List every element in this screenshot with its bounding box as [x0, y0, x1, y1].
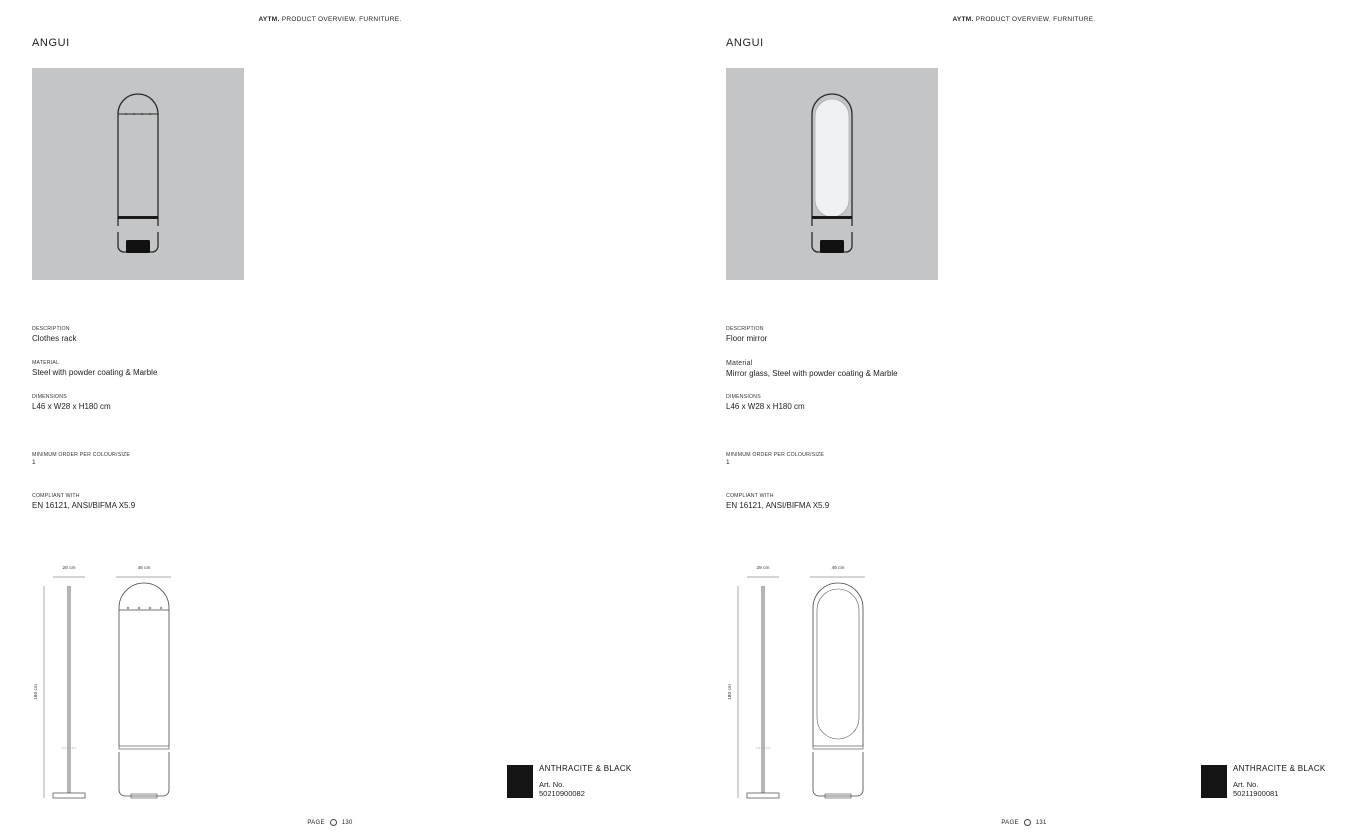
minimum-order-value: 1: [726, 459, 730, 466]
material-block: [32, 360, 157, 378]
clothes-rack-drawing-icon: [28, 560, 188, 805]
length-dimension-label: 46 cm: [831, 566, 845, 571]
product-title: ANGUI: [726, 37, 764, 49]
height-dimension-label: 180 cm: [34, 684, 39, 700]
compliant-label: COMPLIANT WITH: [32, 493, 80, 499]
dimensions-value: L46 x W28 x H180 cm: [32, 402, 111, 411]
minimum-order-label: MINIMUM ORDER PER COLOUR/SIZE: [726, 452, 825, 458]
minimum-order-label: MINIMUM ORDER PER COLOUR/SIZE: [32, 452, 131, 458]
header-text: PRODUCT OVERVIEW. FURNITURE.: [973, 16, 1096, 23]
colour-swatch: [1201, 765, 1227, 798]
compliant-block: [726, 493, 829, 511]
compliant-label: COMPLIANT WITH: [726, 493, 774, 499]
description-value: Clothes rack: [32, 334, 77, 343]
description-value: Floor mirror: [726, 334, 768, 343]
width-dimension-label: 28 cm: [62, 566, 76, 571]
header-text: PRODUCT OVERVIEW. FURNITURE.: [279, 16, 402, 23]
length-dimension-label: 46 cm: [137, 566, 151, 571]
dimensions-label: DIMENSIONS: [726, 394, 761, 400]
catalog-page-131: [694, 0, 1356, 839]
clothes-rack-photo-icon: [32, 68, 244, 280]
material-label: Material: [726, 360, 753, 367]
page-label: PAGE: [1001, 820, 1019, 826]
page-number: 130: [341, 820, 353, 826]
article-number: 50210900082: [539, 789, 585, 798]
minimum-order-value: 1: [32, 459, 36, 466]
material-value: Mirror glass, Steel with powder coating & Marble: [726, 369, 898, 378]
compliant-value: EN 16121, ANSI/BIFMA X5.9: [726, 501, 830, 510]
brand-name: AYTM.: [258, 16, 280, 23]
floor-mirror-photo-icon: [726, 68, 938, 280]
brand-name: AYTM.: [952, 16, 974, 23]
technical-drawing: [28, 560, 188, 805]
material-block: [726, 359, 898, 379]
width-dimension-label: 28 cm: [756, 566, 770, 571]
article-number-label: Art. No.: [539, 780, 565, 789]
page-number: 131: [1035, 820, 1047, 826]
material-label: MATERIAL: [32, 360, 60, 366]
dimensions-block: [32, 394, 111, 412]
page-circle-icon: [330, 819, 337, 826]
page-circle-icon: [1024, 819, 1031, 826]
dimensions-value: L46 x W28 x H180 cm: [726, 402, 805, 411]
page-footer: [0, 819, 660, 826]
description-label: DESCRIPTION: [726, 326, 764, 332]
material-value: Steel with powder coating & Marble: [32, 368, 158, 377]
article-number: 50211900081: [1233, 789, 1279, 798]
product-photo: [32, 68, 244, 280]
colour-swatch: [507, 765, 533, 798]
dimensions-block: [726, 394, 805, 412]
compliant-value: EN 16121, ANSI/BIFMA X5.9: [32, 501, 136, 510]
dimensions-label: DIMENSIONS: [32, 394, 67, 400]
product-title: ANGUI: [32, 37, 70, 49]
description-label: DESCRIPTION: [32, 326, 70, 332]
article-number-label: Art. No.: [1233, 780, 1259, 789]
compliant-block: [32, 493, 135, 511]
minimum-order-block: [726, 452, 824, 466]
page-header: [0, 16, 660, 23]
height-dimension-label: 180 cm: [728, 684, 733, 700]
product-photo: [726, 68, 938, 280]
floor-mirror-drawing-icon: [722, 560, 882, 805]
page-header: [694, 16, 1354, 23]
description-block: [726, 326, 767, 344]
minimum-order-block: [32, 452, 130, 466]
colour-name: ANTHRACITE & BLACK: [1233, 764, 1326, 773]
technical-drawing: [722, 560, 882, 805]
colour-name: ANTHRACITE & BLACK: [539, 764, 632, 773]
description-block: [32, 326, 76, 344]
page-label: PAGE: [307, 820, 325, 826]
page-footer: [694, 819, 1354, 826]
